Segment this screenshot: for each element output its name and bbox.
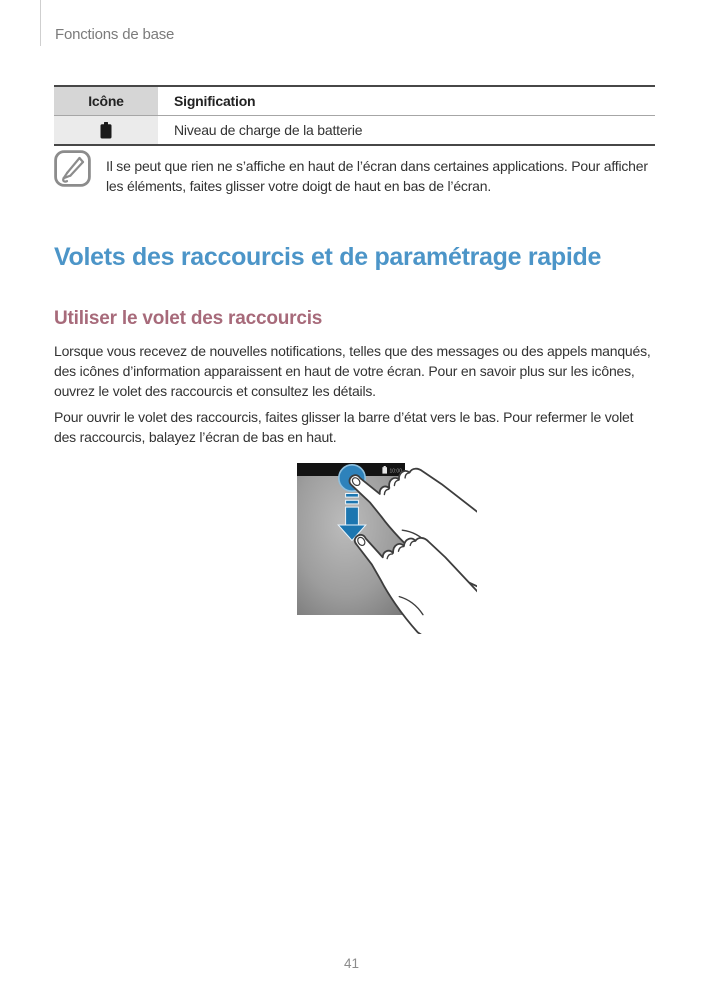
battery-icon bbox=[100, 122, 112, 139]
section-title: Volets des raccourcis et de paramétrage rapide bbox=[54, 243, 602, 271]
table-cell-meaning: Niveau de charge de la batterie bbox=[174, 122, 363, 138]
drag-gesture-illustration bbox=[297, 463, 477, 634]
table-row bbox=[54, 116, 655, 144]
note-block bbox=[54, 150, 655, 196]
drag-gesture-svg bbox=[297, 463, 477, 634]
page-number: 41 bbox=[343, 956, 360, 971]
table-header-icon: Icône bbox=[54, 87, 160, 115]
subsection-title: Utiliser le volet des raccourcis bbox=[54, 308, 323, 329]
note-text: Il se peut que rien ne s’affiche en haut de l’écran dans certaines applications. Pour afficher les éléments, faites glisser votre doigt de haut en bas de l’écran. bbox=[106, 158, 648, 194]
paragraph-notifications: Lorsque vous recevez de nouvelles notifications, telles que des messages ou des appels manqués, des icônes d’information apparaissent en haut de votre écran. Pour en savoir plus sur les icônes, ouvrez le volet des raccourcis et consultez les détails. bbox=[54, 343, 651, 399]
status-icon-table bbox=[54, 85, 655, 146]
table-header-meaning: Signification bbox=[174, 93, 256, 109]
running-header-text: Fonctions de base bbox=[55, 26, 175, 43]
table-header-row bbox=[54, 87, 655, 116]
paragraph-open-panel: Pour ouvrir le volet des raccourcis, faites glisser la barre d’état vers le bas. Pour refermer le volet des raccourcis, balayez l’écran de bas en haut. bbox=[54, 409, 634, 445]
status-time: 10:00 bbox=[389, 468, 402, 475]
table-cell-icon bbox=[54, 116, 160, 144]
running-header bbox=[40, 0, 174, 46]
note-pencil-icon bbox=[54, 150, 91, 187]
